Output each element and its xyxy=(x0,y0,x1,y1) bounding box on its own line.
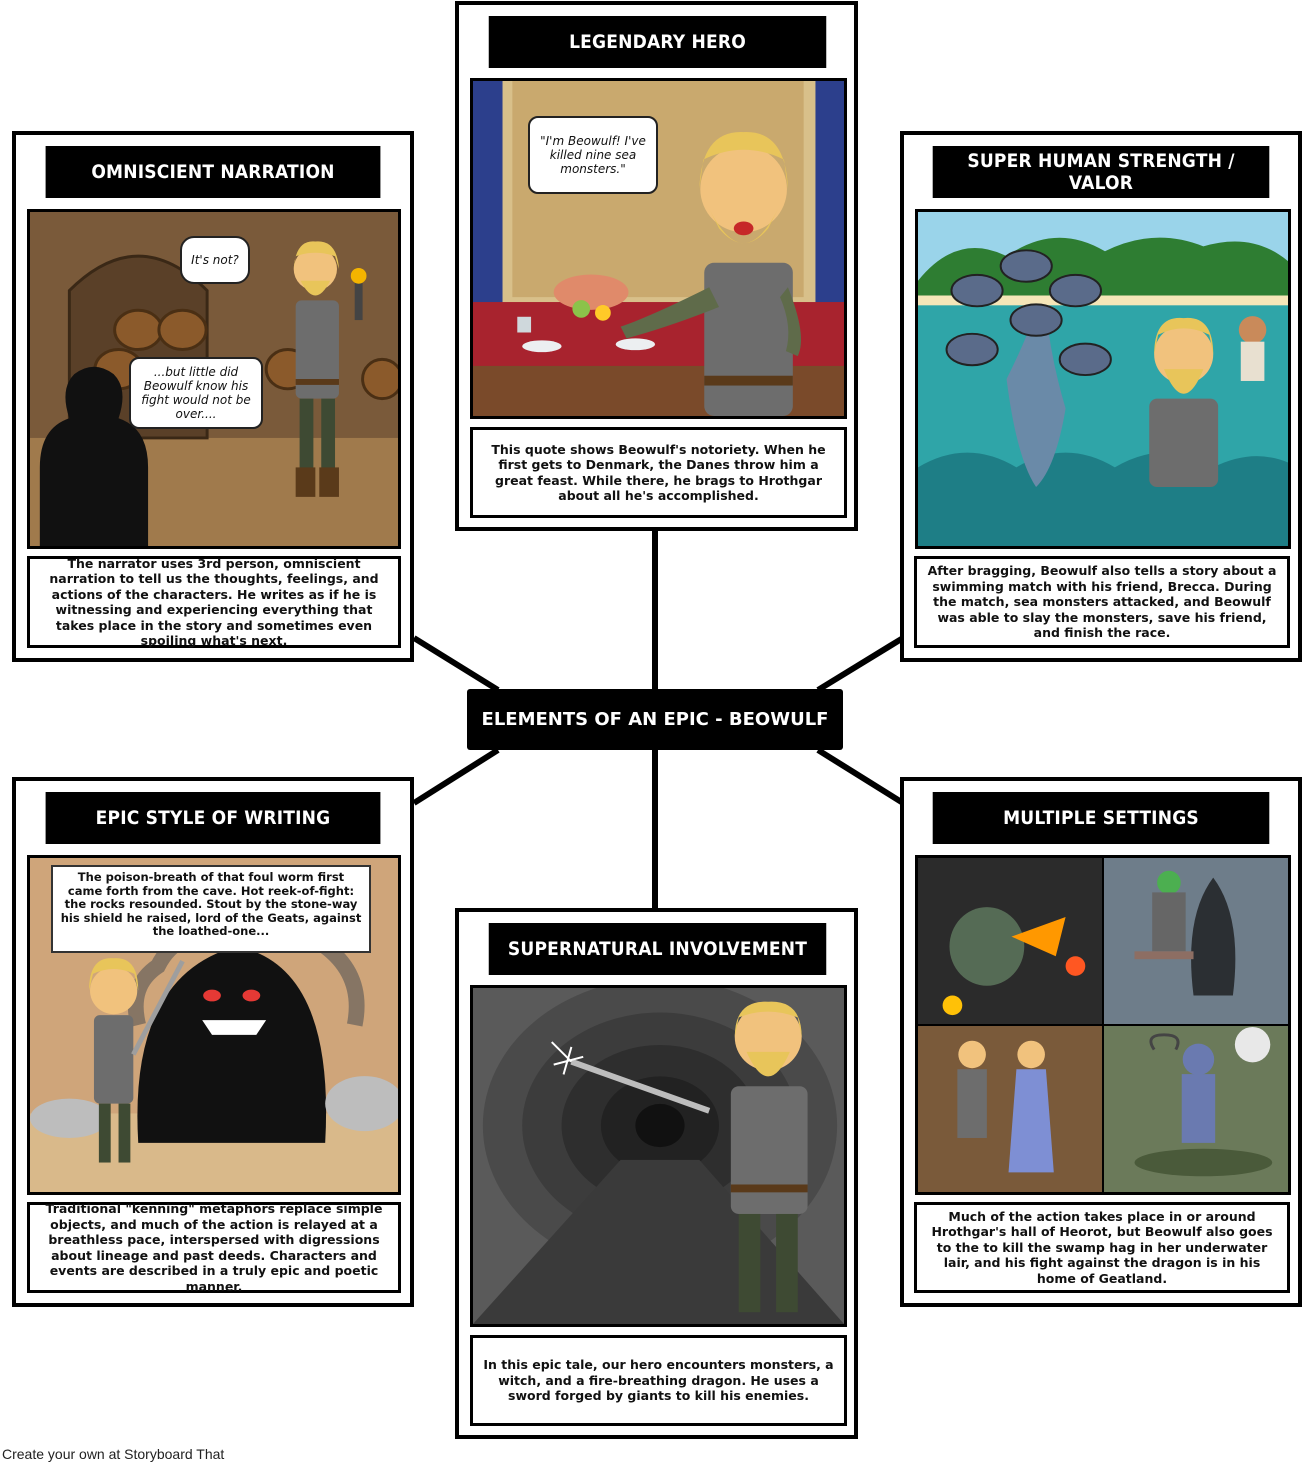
card-title: SUPERNATURAL INVOLVEMENT xyxy=(489,923,827,975)
speech-bubble-narrator: ...but little did Beowulf know his fight would not be over.... xyxy=(129,357,263,429)
central-topic-label: ELEMENTS OF AN EPIC - BEOWULF xyxy=(481,709,829,730)
card-title: OMNISCIENT NARRATION xyxy=(46,146,381,198)
scene-image xyxy=(470,78,847,419)
speech-bubble-beowulf: "I'm Beowulf! I've killed nine sea monsters." xyxy=(528,116,658,194)
scene-image xyxy=(470,985,847,1327)
card-epic-style xyxy=(12,777,414,1307)
card-super-human-strength xyxy=(900,131,1302,662)
speech-bubble-its-not: It's not? xyxy=(180,236,250,284)
central-topic xyxy=(467,689,843,750)
footer-credit[interactable]: Create your own at Storyboard That xyxy=(2,1446,225,1462)
card-caption: Much of the action takes place in or around Hrothgar's hall of Heorot, but Beowulf also goes to the to kill the swamp hag in her underwater lair, and his fight against the dragon is in his home of Geatland. xyxy=(914,1202,1290,1293)
card-caption: After bragging, Beowulf also tells a story about a swimming match with his friend, Brecca. During the match, sea monsters attacked, and Beowulf was able to slay the monsters, save his friend, and finish the race. xyxy=(914,556,1290,648)
card-legendary-hero xyxy=(455,1,858,531)
card-omniscient-narration xyxy=(12,131,414,662)
card-title: EPIC STYLE OF WRITING xyxy=(46,792,381,844)
scene-image xyxy=(915,855,1291,1195)
card-title: SUPER HUMAN STRENGTH / VALOR xyxy=(933,146,1270,198)
poem-excerpt-scroll: The poison-breath of that foul worm first came forth from the cave. Hot reek-of-fight: the rocks resounded. Stout by the stone-way his shield he raised, lord of the Geats, against the loathed-one... xyxy=(51,865,371,953)
card-caption: This quote shows Beowulf's notoriety. When he first gets to Denmark, the Danes throw him a great feast. While there, he brags to Hrothgar about all he's accomplished. xyxy=(470,427,847,518)
card-caption: Traditional "kenning" metaphors replace simple objects, and much of the action is relayed at a breathless pace, interspersed with digressions about lineage and past deeds. Characters and events are described in a truly epic and poetic manner. xyxy=(27,1202,401,1293)
card-multiple-settings xyxy=(900,777,1302,1307)
card-title: MULTIPLE SETTINGS xyxy=(933,792,1270,844)
card-supernatural-involvement xyxy=(455,908,858,1439)
card-caption: In this epic tale, our hero encounters monsters, a witch, and a fire-breathing dragon. He uses a sword forged by giants to kill his enemies. xyxy=(470,1335,847,1426)
card-caption: The narrator uses 3rd person, omniscient narration to tell us the thoughts, feelings, and actions of the characters. He writes as if he is witnessing and experiencing everything that takes place in the story and sometimes even spoiling what's next. xyxy=(27,556,401,648)
scene-image xyxy=(915,209,1291,549)
card-title: LEGENDARY HERO xyxy=(489,16,827,68)
